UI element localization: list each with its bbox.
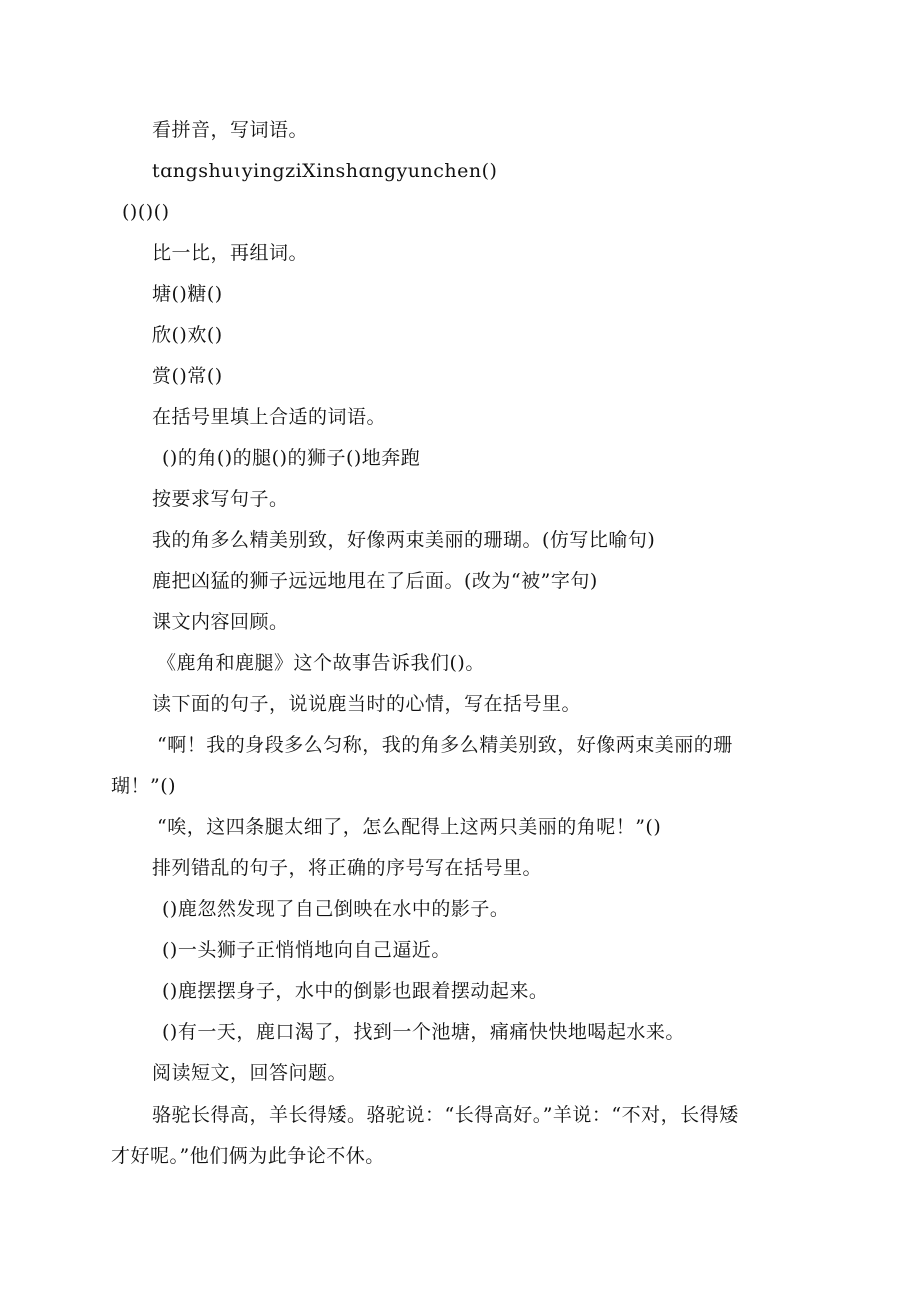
answer-blanks-line: ()()() — [122, 201, 170, 223]
compare-line-2: 欣()欢() — [152, 324, 223, 346]
order-item-2: ()一头狮子正悄悄地向自己逼近。 — [162, 939, 451, 961]
fill-words-line: ()的角()的腿()的狮子()地奔跑 — [162, 447, 421, 469]
section-heading-compare: 比一比，再组词。 — [152, 242, 309, 264]
sentence-task-1: 我的角多么精美别致，好像两束美丽的珊瑚。(仿写比喻句) — [152, 529, 656, 551]
section-heading-sentences: 按要求写句子。 — [152, 488, 289, 510]
order-item-3: ()鹿摆摆身子，水中的倒影也跟着摆动起来。 — [162, 980, 549, 1002]
compare-line-3: 赏()常() — [152, 365, 223, 387]
section-heading-reading: 阅读短文，回答问题。 — [152, 1062, 348, 1084]
pinyin-exercise-line: tɑngshuɩyingziXinshɑngyunchen() — [152, 160, 498, 182]
order-item-4: ()有一天，鹿口渴了，找到一个池塘，痛痛快快地喝起水来。 — [162, 1021, 685, 1043]
mood-quote-1-line-1: “啊！我的身段多么匀称，我的角多么精美别致，好像两束美丽的珊 — [157, 734, 733, 756]
mood-quote-2: “唉，这四条腿太细了，怎么配得上这两只美丽的角呢！”() — [157, 816, 662, 838]
sentence-task-2: 鹿把凶猛的狮子远远地甩在了后面。(改为“被”字句) — [152, 570, 598, 592]
section-heading-fill-words: 在括号里填上合适的词语。 — [152, 406, 387, 428]
section-heading-mood: 读下面的句子，说说鹿当时的心情，写在括号里。 — [152, 693, 582, 715]
compare-line-1: 塘()糖() — [152, 283, 223, 305]
section-heading-review: 课文内容回顾。 — [152, 611, 289, 633]
reading-passage-line-1: 骆驼长得高，羊长得矮。骆驼说：“长得高好。”羊说：“不对，长得矮 — [152, 1104, 739, 1126]
review-question: 《鹿角和鹿腿》这个故事告诉我们()。 — [157, 652, 485, 674]
mood-quote-1-line-2: 瑚！”() — [111, 775, 177, 797]
reading-passage-line-2: 才好呢。”他们俩为此争论不休。 — [111, 1145, 385, 1167]
section-heading-pinyin: 看拼音，写词语。 — [152, 119, 309, 141]
order-item-1: ()鹿忽然发现了自己倒映在水中的影子。 — [162, 898, 510, 920]
section-heading-order: 排列错乱的句子，将正确的序号写在括号里。 — [152, 857, 543, 879]
